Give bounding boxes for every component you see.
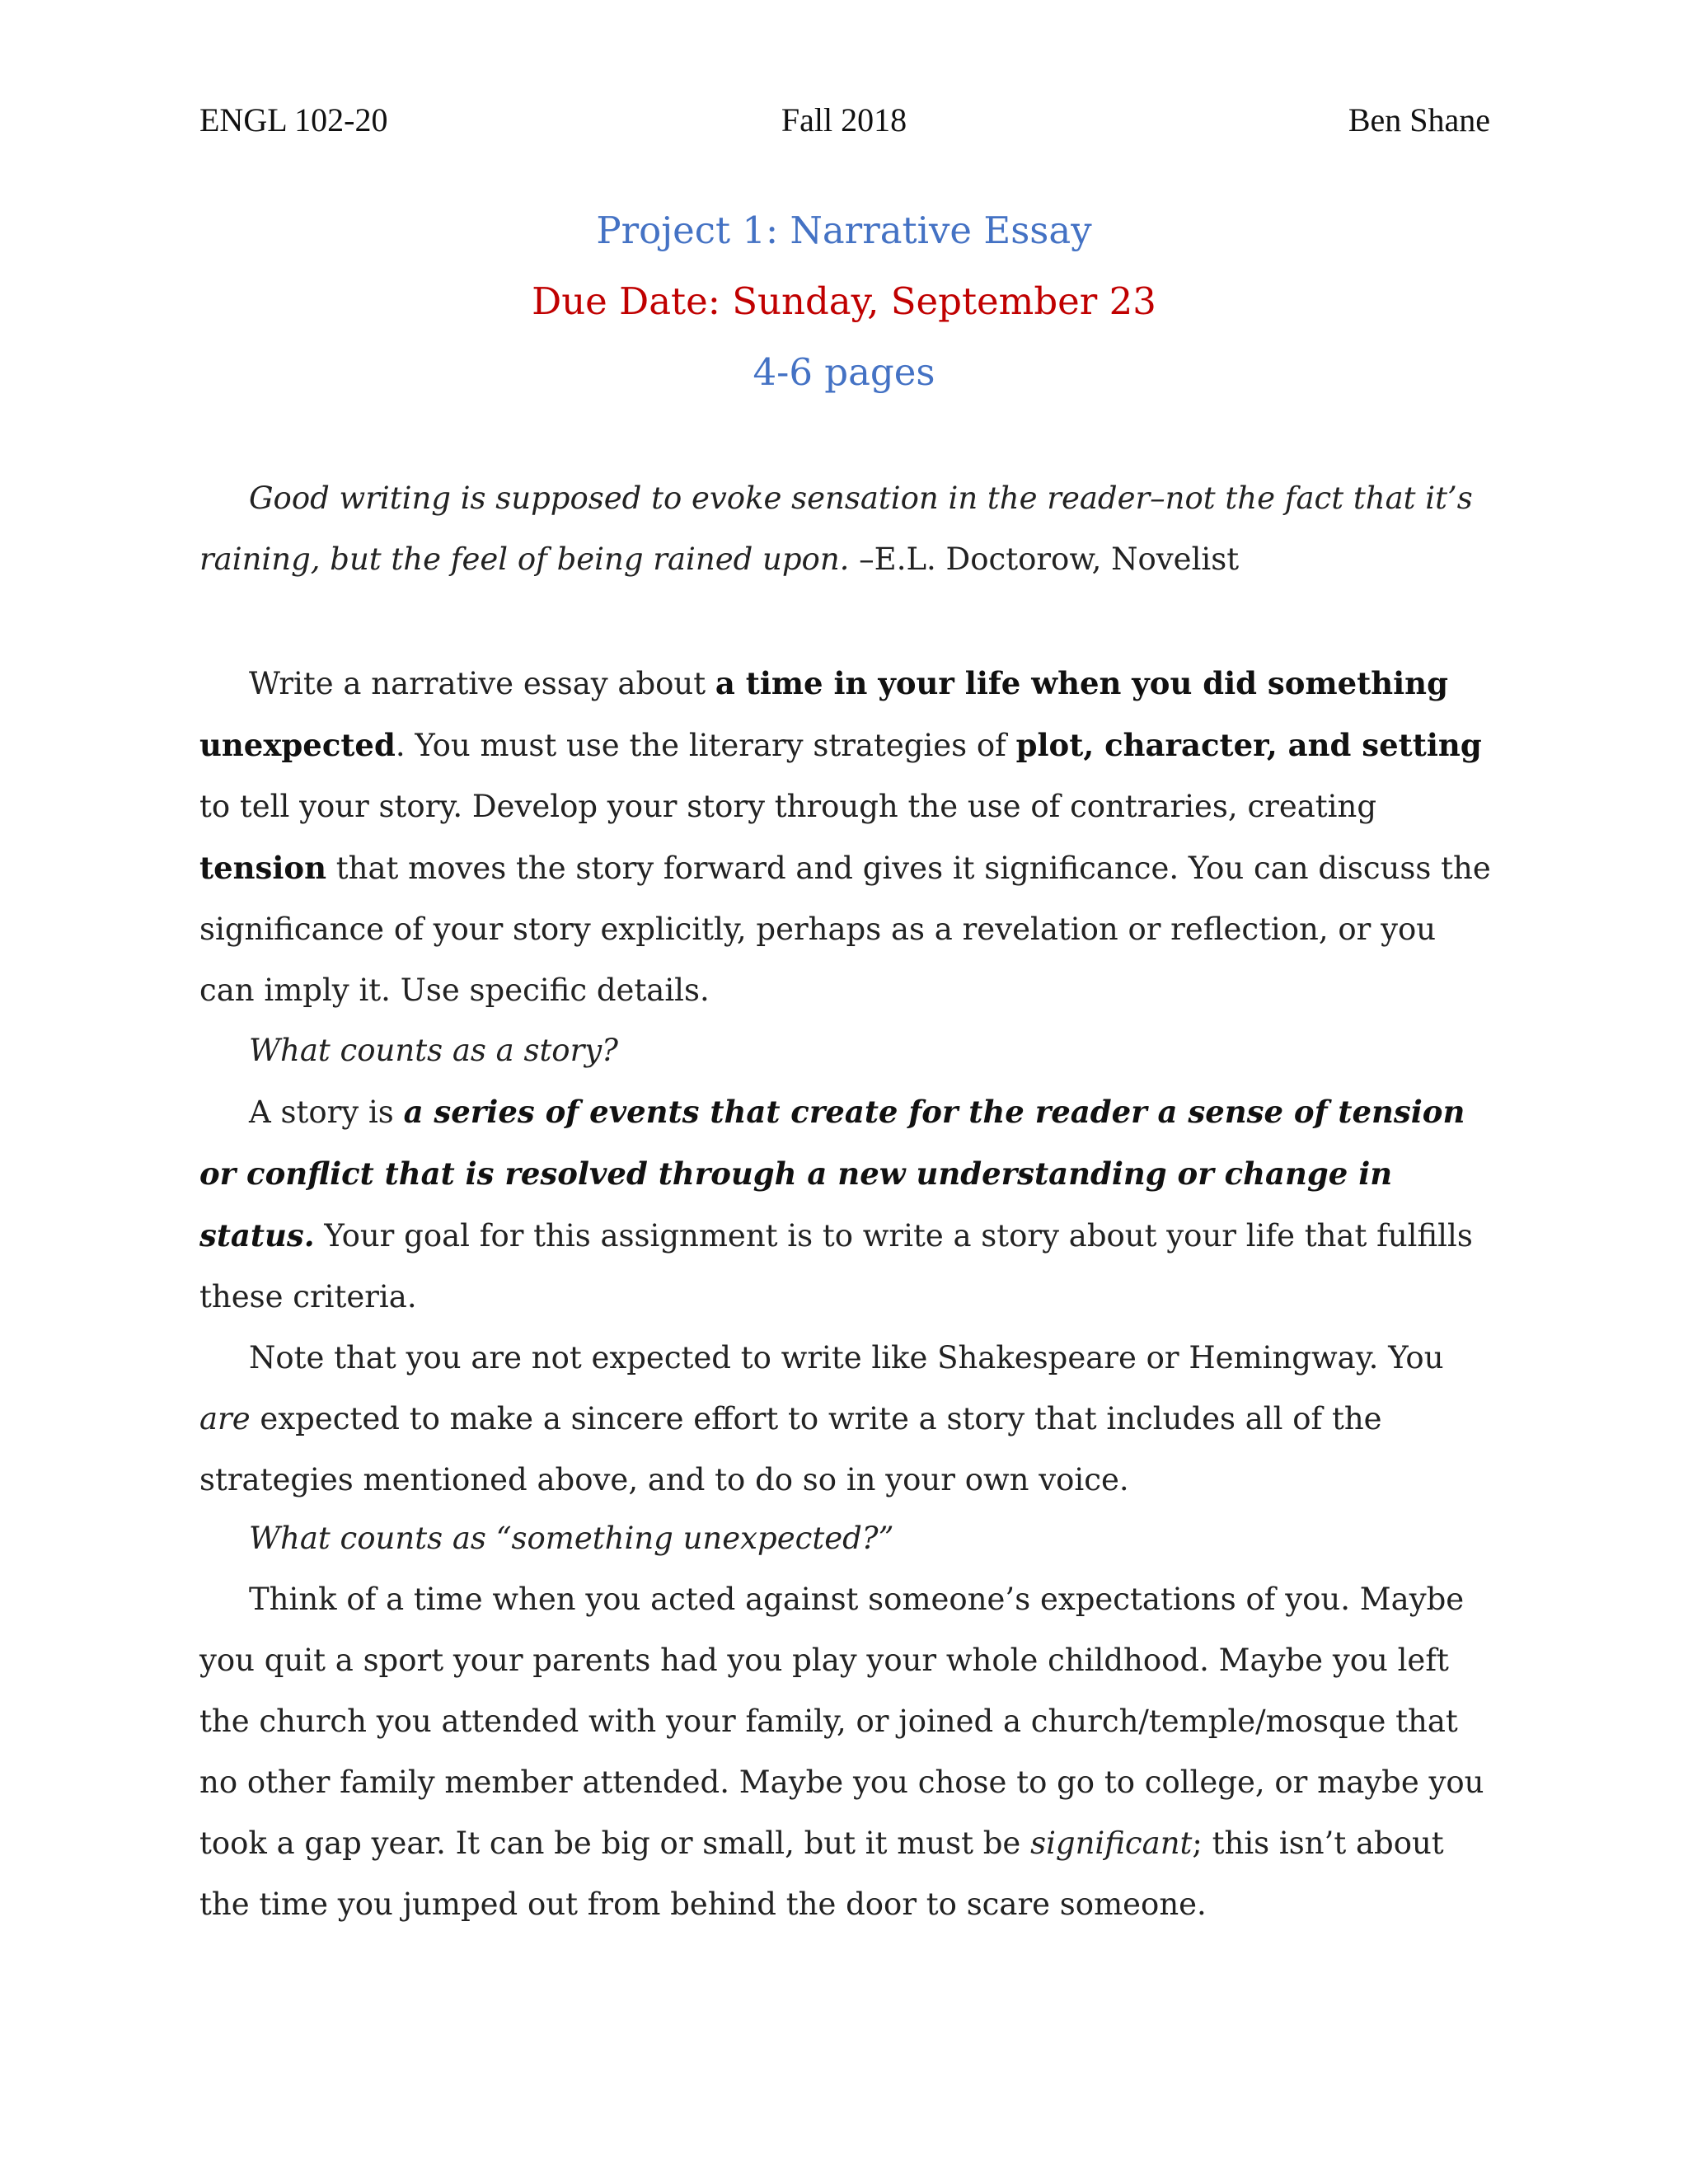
unexpected-section	[199, 1508, 1498, 1935]
epigraph	[199, 468, 1498, 590]
unexpected-p1-end: ; this isn’t about the time you jumped out from behind the door to scare someone.	[199, 1825, 1444, 1922]
story-definition: a series of events that create for the reader a sense of tension or conflict that is resolved through a new understanding or change in status.	[199, 1094, 1465, 1254]
assignment-bold-topic: a time in your life when you did something unexpected	[199, 665, 1448, 763]
assignment-paragraph	[199, 653, 1498, 1021]
story-heading: What counts as a story?	[249, 1033, 619, 1068]
story-section	[199, 1020, 1498, 1511]
story-p2-italic: are	[199, 1401, 251, 1436]
epigraph-attribution: –E.L. Doctorow, Novelist	[849, 541, 1240, 577]
assignment-text-2: . You must use the literary strategies of	[395, 728, 1016, 763]
page-length: 4-6 pages	[753, 350, 935, 394]
unexpected-p1-start: Think of a time when you acted against someone’s expectations of you. Maybe you quit a sport your parents had you play your whole childhood. Maybe you left the church you attended with your family, or joined a church/temple/mosque that no other family member attended. Maybe you chose to go to college, or maybe you took a gap year. It can be big or small, but it must be	[199, 1582, 1484, 1861]
story-p2-start: Note that you are not expected to write like Shakespeare or Hemingway. You	[249, 1340, 1444, 1376]
course-code: ENGL 102-20	[199, 101, 388, 138]
story-p1-end: Your goal for this assignment is to write a story about your life that fulfills these criteria.	[199, 1218, 1473, 1315]
unexpected-heading: What counts as “something unexpected?”	[249, 1521, 894, 1556]
assignment-text-1: Write a narrative essay about	[249, 666, 715, 701]
unexpected-p1-italic: significant	[1030, 1825, 1193, 1861]
term: Fall 2018	[781, 101, 907, 138]
story-p2-end: expected to make a sincere effort to write a story that includes all of the strategies mentioned above, and to do so in your own voice.	[199, 1401, 1382, 1497]
project-title: Project 1: Narrative Essay	[596, 209, 1092, 252]
assignment-text-4: that moves the story forward and gives it significance. You can discuss the significance of your story explicitly, perhaps as a revelation or reflection, or you can imply it. Use specific details.	[199, 851, 1491, 1008]
author-name: Ben Shane	[1348, 101, 1490, 138]
assignment-bold-strategies: plot, character, and setting	[1015, 727, 1482, 763]
epigraph-quote: Good writing is supposed to evoke sensation in the reader–not the fact that it’s raining, but the feel of being rained upon.	[199, 480, 1473, 577]
due-date: Due Date: Sunday, September 23	[532, 279, 1156, 323]
assignment-text-3: to tell your story. Develop your story through the use of contraries, creating	[199, 789, 1377, 824]
assignment-bold-tension: tension	[199, 850, 326, 886]
story-p1-start: A story is	[249, 1094, 404, 1130]
